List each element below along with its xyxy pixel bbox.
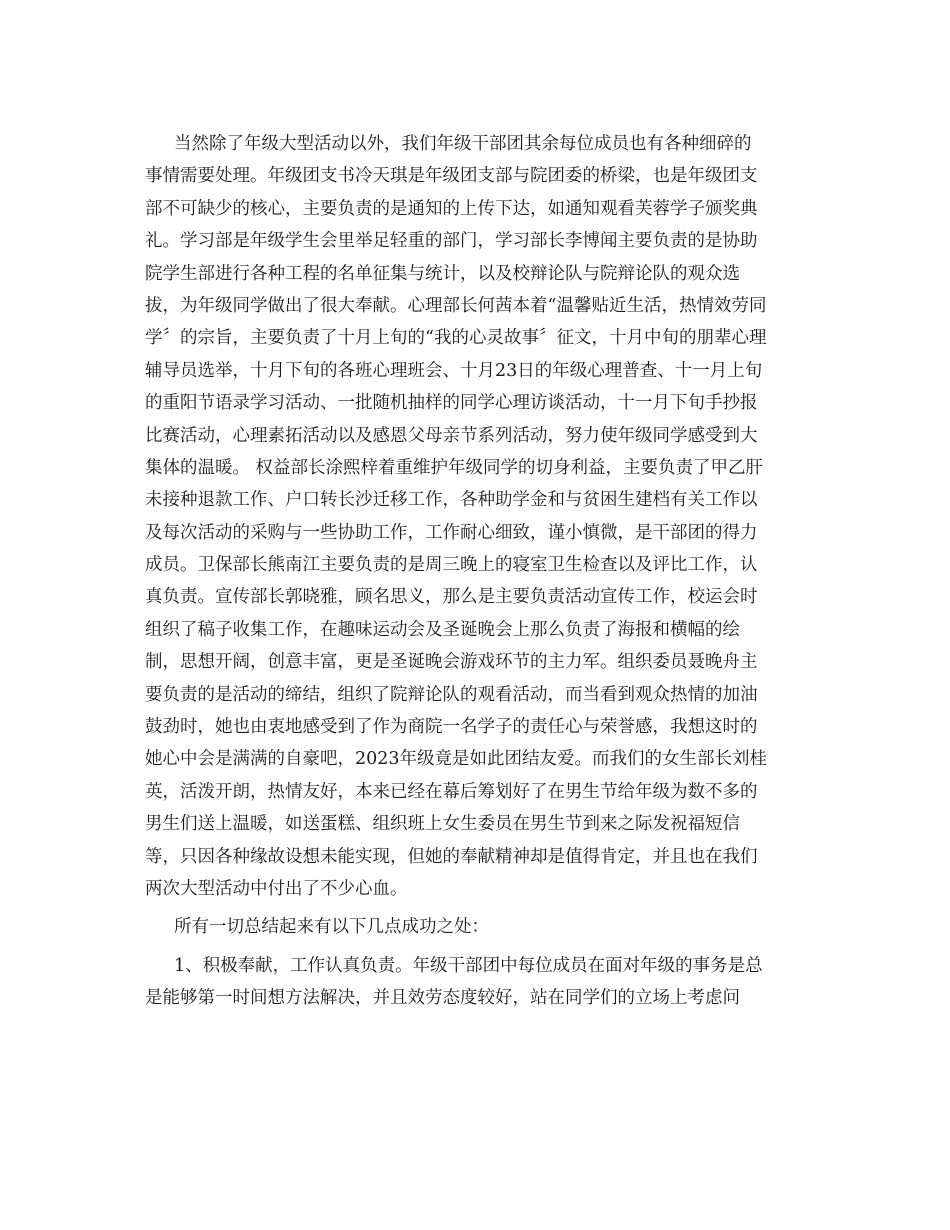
text-line: 是能够第一时间想方法解决，并且效劳态度较好，站在同学们的立场上考虑问 — [145, 988, 740, 1009]
text-line: 事情需要处理。年级团支书冷天琪是年级团支部与院团委的桥梁，也是年级团支 — [145, 166, 758, 187]
text-line: 等，只因各种缘故设想未能实现，但她的奉献精神却是值得肯定，并且也在我们 — [145, 846, 758, 867]
text-line: 男生们送上温暖，如送蛋糕、组织班上女生委员在男生节到来之际发祝福短信 — [145, 814, 740, 835]
text-line: 部不可缺少的核心，主要负责的是通知的上传下达，如通知观看芙蓉学子颁奖典 — [145, 198, 758, 219]
text-line: 组织了稿子收集工作，在趣味运动会及圣诞晚会上那么负责了海报和横幅的绘 — [145, 619, 740, 640]
paragraph-2 — [145, 911, 805, 943]
text-line: 制，思想开阔，创意丰富，更是圣诞晚会游戏环节的主力军。组织委员聂晚舟主 — [145, 652, 758, 673]
text-line: 的重阳节语录学习活动、一批随机抽样的同学心理访谈活动，十一月下旬手抄报 — [145, 393, 758, 414]
text-line: 成员。卫保部长熊南江主要负责的是周三晚上的寝室卫生检查以及评比工作，认 — [145, 555, 758, 576]
text-line: 两次大型活动中付出了不少心血。 — [145, 878, 408, 899]
text-line: 比赛活动，心理素拓活动以及感恩父母亲节系列活动，努力使年级同学感受到大 — [145, 425, 758, 446]
text-line: 她心中会是满满的自豪吧，2023年级竟是如此团结友爱。而我们的女生部长刘桂 — [145, 749, 768, 770]
text-line: 要负责的是活动的缔结，组织了院辩论队的观看活动，而当看到观众热情的加油 — [145, 684, 758, 705]
text-line: 辅导员选举，十月下旬的各班心理班会、十月23日的年级心理普查、十一月上旬 — [145, 360, 763, 381]
paragraph-1 — [145, 128, 805, 905]
text-line: 集体的温暖。 权益部长涂熙梓着重维护年级同学的切身利益，主要负责了甲乙肝 — [145, 457, 764, 478]
text-line: 所有一切总结起来有以下几点成功之处： — [174, 917, 489, 938]
text-line: 真负责。宣传部长郭晓雅，顾名思义，那么是主要负责活动宣传工作，校运会时 — [145, 587, 758, 608]
text-line: 当然除了年级大型活动以外，我们年级干部团其余每位成员也有各种细碎的 — [174, 134, 752, 154]
text-line: 1、积极奉献，工作认真负责。年级干部团中每位成员在面对年级的事务是总 — [174, 955, 763, 976]
text-line: 院学生部进行各种工程的名单征集与统计，以及校辩论队与院辩论队的观众选 — [145, 263, 740, 284]
text-line: 礼。学习部是年级学生会里举足轻重的部门，学习部长李博闻主要负责的是协助 — [145, 231, 758, 252]
text-line: 鼓劲时，她也由衷地感受到了作为商院一名学子的责任心与荣誉感，我想这时的 — [145, 717, 758, 738]
text-line: 及每次活动的采购与一些协助工作，工作耐心细致，谨小慎微，是干部团的得力 — [145, 522, 758, 543]
text-line: 学〞的宗旨，主要负责了十月上旬的“我的心灵故事〞征文，十月中旬的朋辈心理 — [145, 328, 767, 349]
text-line: 英，活泼开朗，热情友好，本来已经在幕后筹划好了在男生节给年级为数不多的 — [145, 781, 758, 802]
document-body — [145, 128, 805, 1015]
text-line: 拔，为年级同学做出了很大奉献。心理部长何茜本着“温馨贴近生活，热情效劳同 — [145, 295, 767, 316]
text-line: 未接种退款工作、户口转长沙迁移工作，各种助学金和与贫困生建档有关工作以 — [145, 490, 758, 511]
paragraph-3 — [145, 950, 805, 1015]
